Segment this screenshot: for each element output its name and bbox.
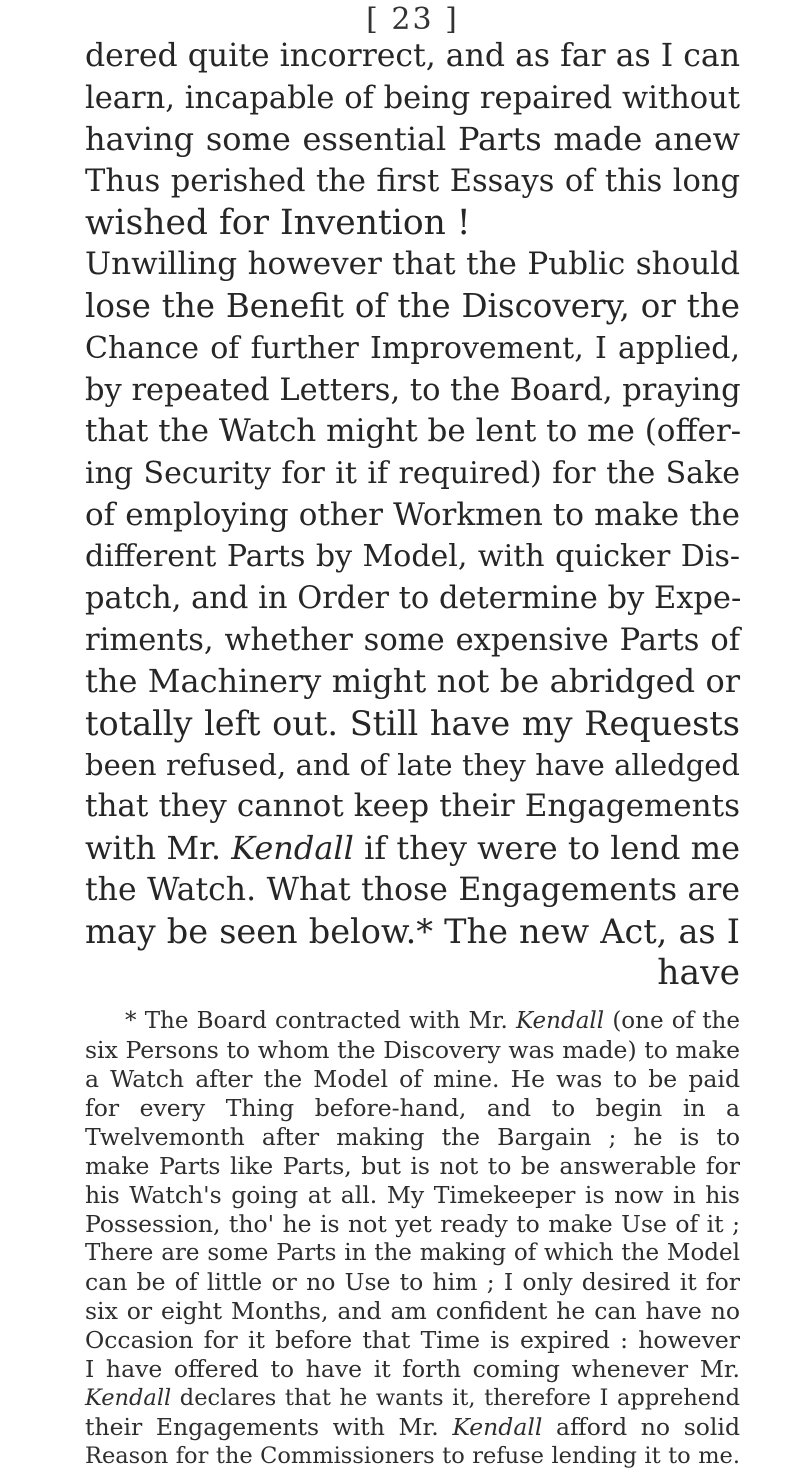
body-line: patch, and in Order to determine by Expe- bbox=[85, 580, 742, 616]
body-line: the Watch. What those Engagements are bbox=[85, 871, 740, 908]
body-line: Thus perished the first Essays of this long bbox=[85, 164, 740, 200]
footnote bbox=[85, 1007, 740, 1471]
footnote-line: their Engagements with Mr. Kendall afford no solid bbox=[85, 1412, 740, 1441]
body-line: the Machinery might not be abridged or bbox=[85, 662, 740, 701]
body-line: dered quite incorrect, and as far as I can bbox=[85, 38, 740, 74]
body-line: riments, whether some expensive Parts of bbox=[85, 622, 740, 658]
body-line: different Parts by Model, with quicker Dis- bbox=[85, 539, 740, 575]
footnote-line: I have offered to have it forth coming whenever Mr. bbox=[85, 1354, 740, 1383]
footnote-line: Twelvemonth after making the Bargain ; he is to bbox=[85, 1122, 740, 1151]
body-line: that the Watch might be lent to me (offer- bbox=[85, 413, 742, 450]
page-number: [ 23 ] bbox=[366, 2, 459, 37]
body-line: may be seen below.* The new Act, as I bbox=[85, 912, 740, 952]
body-line: totally left out. Still have my Requests bbox=[85, 704, 740, 743]
footnote-line: * The Board contracted with Mr. Kendall (one of the bbox=[125, 1007, 740, 1034]
footnote-line: make Parts like Parts, but is not to be answerable for bbox=[85, 1151, 740, 1180]
body-line: of employing other Workmen to make the bbox=[85, 496, 740, 533]
footnote-line: six Persons to whom the Discovery was made) to make bbox=[85, 1035, 740, 1064]
body-line: with Mr. Kendall if they were to lend me bbox=[85, 829, 741, 868]
footnote-line: Possession, tho' he is not yet ready to make Use of it ; bbox=[85, 1209, 740, 1238]
body-line: lose the Benefit of the Discovery, or the bbox=[85, 287, 740, 326]
catchword: have bbox=[657, 953, 740, 994]
body-line: having some essential Parts made anew bbox=[85, 120, 740, 159]
body-line: by repeated Letters, to the Board, praying bbox=[85, 372, 741, 408]
body-line: learn, incapable of being repaired without bbox=[85, 80, 740, 116]
footnote-line: can be of little or no Use to him ; I only desired it for bbox=[85, 1267, 740, 1296]
footnote-line: a Watch after the Model of mine. He was to be paid bbox=[85, 1064, 740, 1093]
footnote-line: for every Thing before-hand, and to begin in a bbox=[85, 1093, 740, 1122]
body-line: Unwilling however that the Public should bbox=[85, 246, 740, 283]
footnote-line: Kendall declares that he wants it, therefore I apprehend bbox=[85, 1384, 740, 1411]
body-line: ing Security for it if required) for the Sake bbox=[85, 455, 740, 491]
body-line: Chance of further Improvement, I applied, bbox=[85, 330, 740, 366]
body-line: that they cannot keep their Engagements bbox=[85, 788, 740, 825]
footnote-line: Occasion for it before that Time is expired : however bbox=[85, 1325, 740, 1354]
footnote-line: his Watch's going at all. My Timekeeper is now in his bbox=[85, 1180, 740, 1209]
footnote-line: six or eight Months, and am confident he can have no bbox=[85, 1296, 740, 1325]
footnote-line: Reason for the Commissioners to refuse lending it to me. bbox=[85, 1442, 740, 1469]
footnote-line: There are some Parts in the making of which the Model bbox=[85, 1239, 740, 1266]
italic-name: Kendall bbox=[515, 1007, 605, 1034]
italic-name: Kendall bbox=[85, 1384, 172, 1411]
main-text bbox=[85, 36, 740, 995]
italic-name: Kendall bbox=[231, 829, 354, 868]
body-line: been refused, and of late they have alledged bbox=[85, 747, 740, 782]
italic-name: Kendall bbox=[452, 1412, 543, 1441]
body-line: wished for Invention ! bbox=[85, 202, 471, 243]
